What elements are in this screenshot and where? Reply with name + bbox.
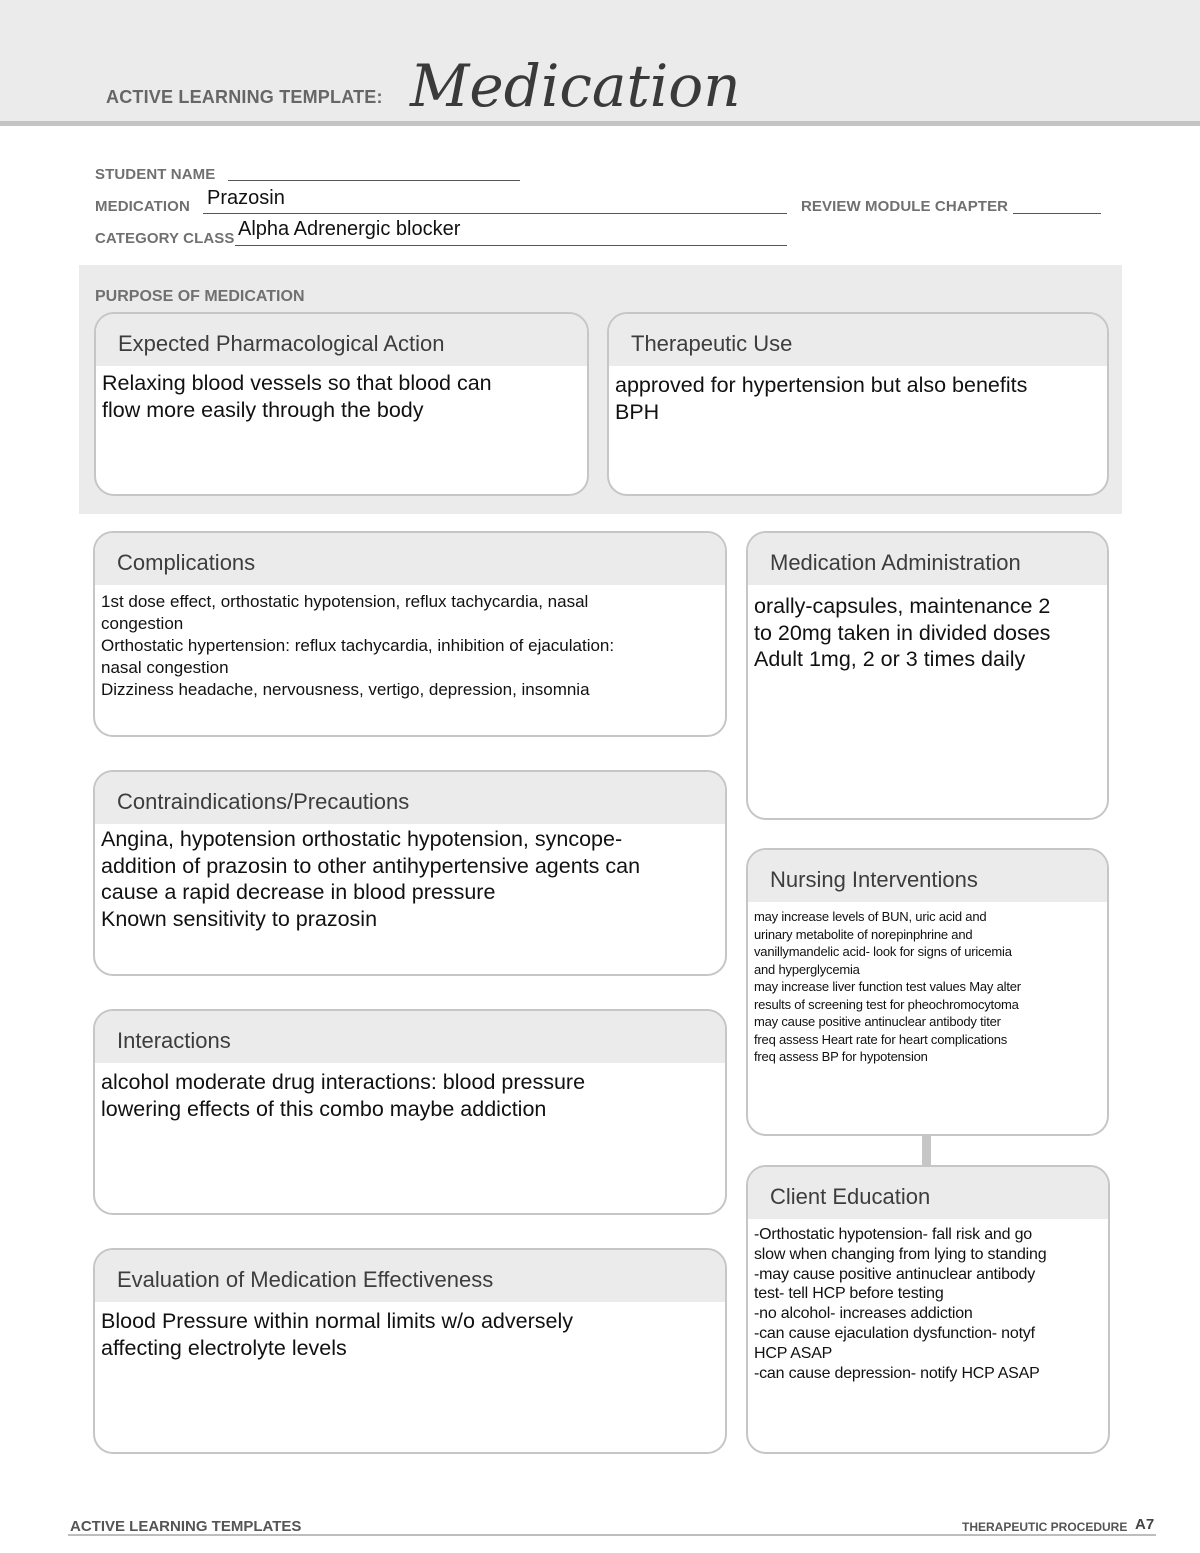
medication-label: MEDICATION	[95, 198, 190, 215]
evaluation-box	[93, 1248, 727, 1454]
category-class-line	[235, 245, 787, 246]
client-education-text[interactable]: -Orthostatic hypotension- fall risk and go slow when changing from lying to standing -may cause positive antinuclear antibody test- tell HCP before testing -no alcohol- increases addiction -can cause ejaculation dysfunction- notyf HCP ASAP -can cause depression- notify HCP ASAP	[754, 1226, 1047, 1382]
medication-administration-box	[746, 531, 1109, 820]
review-module-label: REVIEW MODULE CHAPTER	[801, 198, 1009, 215]
expected-action-box	[94, 312, 589, 496]
client-education-title: Client Education	[748, 1167, 1108, 1219]
student-name-label: STUDENT NAME	[95, 166, 216, 183]
therapeutic-use-title: Therapeutic Use	[609, 314, 1107, 366]
footer-section-label: THERAPEUTIC PROCEDURE	[962, 1520, 1128, 1534]
connector-bar	[922, 1134, 931, 1167]
evaluation-text[interactable]: Blood Pressure within normal limits w/o adversely affecting electrolyte levels	[101, 1309, 573, 1360]
medication-administration-text[interactable]: orally-capsules, maintenance 2 to 20mg taken in divided doses Adult 1mg, 2 or 3 times daily	[754, 594, 1051, 671]
interactions-text[interactable]: alcohol moderate drug interactions: blood pressure lowering effects of this combo maybe addiction	[101, 1070, 586, 1121]
contraindications-text[interactable]: Angina, hypotension orthostatic hypotension, syncope- addition of prazosin to other antihypertensive agents can cause a rapid decrease in blood pressure Known sensitivity to prazosin	[101, 827, 641, 931]
complications-box	[93, 531, 727, 737]
contraindications-box	[93, 770, 727, 976]
template-label: ACTIVE LEARNING TEMPLATE:	[106, 87, 383, 107]
nursing-interventions-title: Nursing Interventions	[748, 850, 1107, 902]
page-title: Medication	[410, 52, 741, 120]
medication-line	[203, 213, 787, 214]
student-name-line	[228, 180, 520, 181]
category-class-label: CATEGORY CLASS	[95, 230, 235, 247]
medication-administration-title: Medication Administration	[748, 533, 1107, 585]
complications-text[interactable]: 1st dose effect, orthostatic hypotension, reflux tachycardia, nasal congestion Orthostatic hypertension: reflux tachycardia, inhibition of ejaculation: nasal congestion Dizziness headache, nervousness, vertigo, depression, insomnia	[101, 592, 615, 699]
interactions-title: Interactions	[95, 1011, 725, 1063]
complications-title: Complications	[95, 533, 725, 585]
therapeutic-use-text[interactable]: approved for hypertension but also benefits BPH	[615, 373, 1028, 424]
nursing-interventions-text[interactable]: may increase levels of BUN, uric acid and urinary metabolite of norepinphrine and vanillymandelic acid- look for signs of uricemia and hyperglycemia may increase liver function test values May alter results of screening test for pheochromocytoma may cause positive antinuclear antibody titer freq assess Heart rate for heart complications freq assess BP for hypotension	[754, 909, 1021, 1064]
page-number: A7	[1135, 1516, 1155, 1533]
medication-field[interactable]: Prazosin	[207, 187, 285, 209]
interactions-box	[93, 1009, 727, 1215]
footer-title: ACTIVE LEARNING TEMPLATES	[70, 1518, 302, 1535]
nursing-interventions-box	[746, 848, 1109, 1136]
contraindications-title: Contraindications/Precautions	[95, 772, 725, 824]
review-module-line	[1013, 213, 1101, 214]
expected-action-text[interactable]: Relaxing blood vessels so that blood can flow more easily through the body	[102, 371, 492, 422]
header-divider	[0, 121, 1200, 126]
category-class-field[interactable]: Alpha Adrenergic blocker	[238, 218, 461, 240]
client-education-box	[746, 1165, 1110, 1454]
purpose-label: PURPOSE OF MEDICATION	[95, 288, 305, 305]
expected-action-title: Expected Pharmacological Action	[96, 314, 587, 366]
therapeutic-use-box	[607, 312, 1109, 496]
evaluation-title: Evaluation of Medication Effectiveness	[95, 1250, 725, 1302]
